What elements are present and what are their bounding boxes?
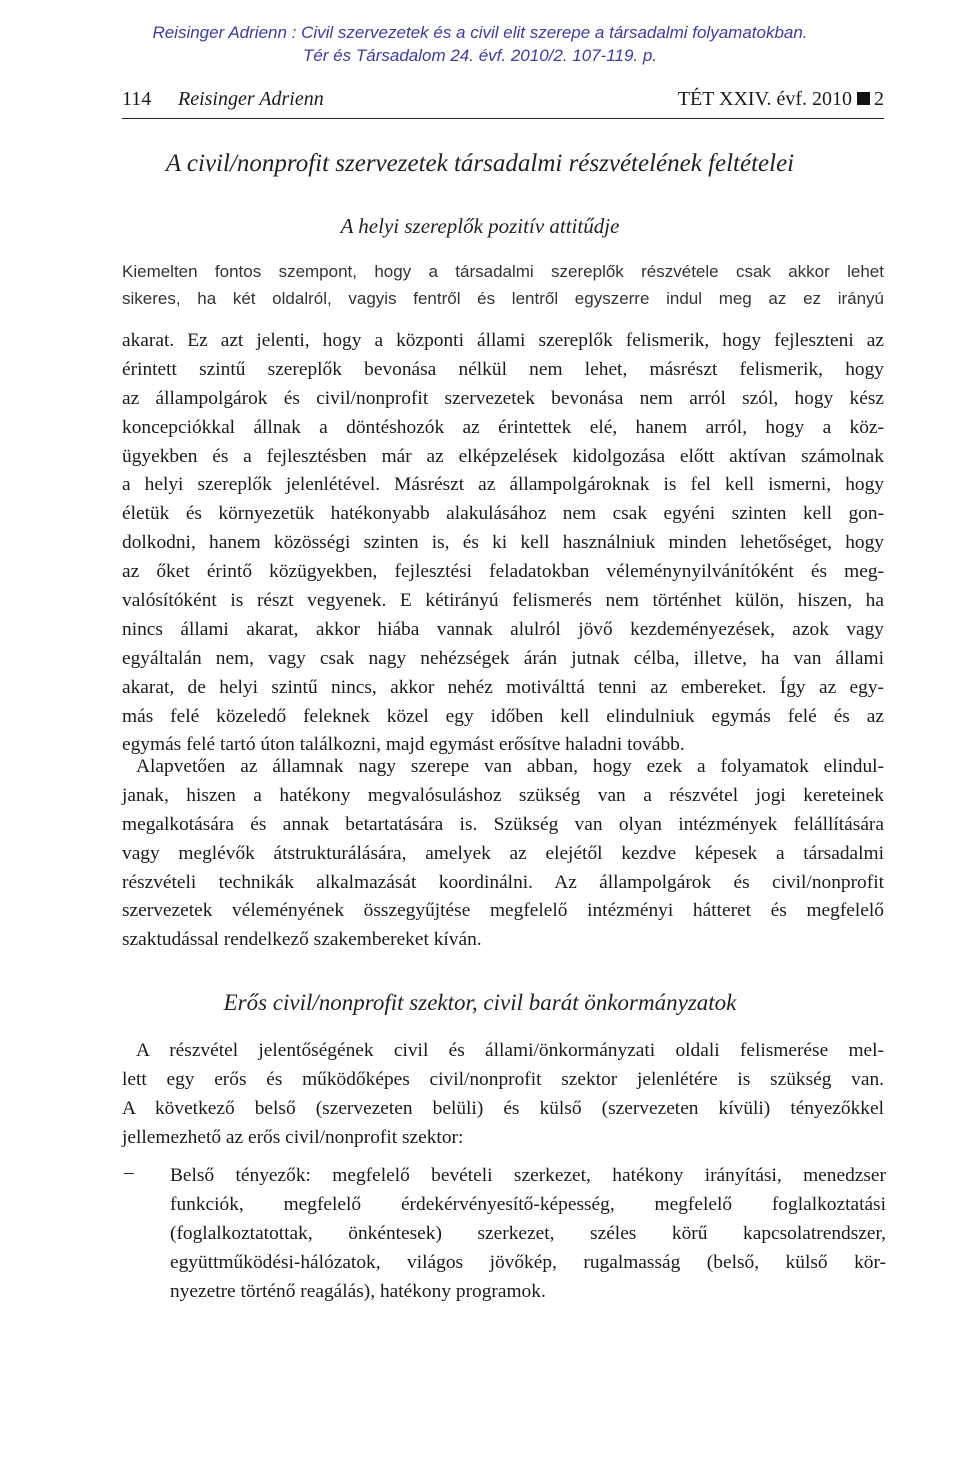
- running-head: [122, 88, 884, 119]
- text-line: akarat. Ez azt jelenti, hogy a központi állami szereplők felismerik, hogy fejleszteni az: [122, 330, 884, 351]
- text-line: részvételi technikák alkalmazását koordinálni. Az állampolgárok és civil/nonprofit: [122, 871, 884, 893]
- bullet-list-item: [124, 1162, 886, 1306]
- text-line: nyezetre történő reagálás), hatékony programok.: [170, 1280, 546, 1302]
- text-line: a helyi szereplők jelenlétével. Másrészt az állampolgároknak is fel kell ismerni, hogy: [122, 474, 884, 496]
- text-line: A következő belső (szervezeten belüli) és külső (szervezeten kívüli) tényezőkkel: [122, 1097, 884, 1119]
- journal-name: TÉT XXIV. évf. 2010: [677, 88, 852, 110]
- text-line: Kiemelten fontos szempont, hogy a társadalmi szereplők részvétele csak akkor lehet: [122, 262, 884, 281]
- text-line: valósítóként is részt vegyenek. E kétirányú felismerés nem történhet külön, hiszen, ha: [122, 590, 884, 612]
- text-line: szaktudással rendelkező szakembereket kíván.: [122, 929, 482, 951]
- text-line: az őket érintő közügyekben, fejlesztési feladatokban véleménynyilvánítóként és meg-: [122, 561, 884, 583]
- text-line: egyáltalán nem, vagy csak nagy nehézségek árán jutnak célba, illetve, ha van állami: [122, 647, 884, 669]
- black-square-icon: [857, 92, 870, 105]
- text-line: Belső tényezők: megfelelő bevételi szerkezet, hatékony irányítási, menedzser: [170, 1165, 886, 1186]
- text-line: akarat, de helyi szintű nincs, akkor nehéz motiválttá tenni az embereket. Így az egy-: [122, 676, 884, 698]
- citation-line-1: Reisinger Adrienn : Civil szervezetek és a civil elit szerepe a társadalmi folyamatokban.: [152, 23, 808, 42]
- paragraph-intro: [122, 258, 884, 312]
- text-line: nincs állami akarat, akkor hiába vannak alulról jövő kezdeményezések, azok vagy: [122, 618, 884, 640]
- text-line: együttműködési-hálózatok, világos jövőkép, rugalmasság (belső, külső kör-: [170, 1251, 886, 1273]
- text-line: érintett szintű szereplők bevonása nélkül nem lehet, másrészt felismerik, hogy: [122, 358, 884, 380]
- paragraph-3: [122, 1037, 884, 1153]
- journal-issue: 2: [874, 88, 884, 110]
- text-line: egymás felé tartó úton találkozni, majd egymást erősítve haladni tovább.: [122, 734, 685, 756]
- text-line: vagy meglévők átstrukturálására, amelyek az elejétől kezdve képesek a társadalmi: [122, 842, 884, 864]
- text-line: koncepciókkal állnak a döntéshozók az érintettek elé, hanem arról, hogy a köz-: [122, 416, 884, 438]
- text-line: az állampolgárok és civil/nonprofit szervezetek bevonása nem arról szól, hogy kész: [122, 387, 884, 409]
- running-head-journal: [678, 88, 884, 111]
- text-line: A részvétel jelentőségének civil és állami/önkormányzati oldali felismerése mel-: [136, 1040, 884, 1061]
- text-line: életük és környezetük hatékonyabb alakulásához nem csak egyéni szinten kell gon-: [122, 503, 884, 525]
- text-line: ügyekben és a fejlesztésben már az elképzelések kidolgozása előtt aktívan számolnak: [122, 445, 884, 467]
- section-title: A civil/nonprofit szervezetek társadalmi részvételének feltételei: [165, 150, 795, 177]
- text-line: más felé közeledő feleknek közel egy időben kell elindulniuk egymás felé és az: [122, 705, 884, 727]
- citation-line-2: Tér és Társadalom 24. évf. 2010/2. 107-119. p.: [302, 46, 658, 65]
- text-line: megalkotására és annak betartatására is. Szükség van olyan intézmények felállítására: [122, 813, 884, 835]
- running-head-author: Reisinger Adrienn: [178, 88, 324, 110]
- text-line: dolkodni, hanem közösségi szinten is, és ki kell használniuk minden lehetőséget, hogy: [122, 532, 884, 554]
- text-line: sikeres, ha két oldalról, vagyis fentről és lentről egyszerre indul meg az ez irányú: [122, 289, 884, 308]
- text-line: funkciók, megfelelő érdekérvényesítő-képesség, megfelelő foglalkoztatási: [170, 1193, 886, 1215]
- page-number: 114: [122, 88, 152, 110]
- text-line: janak, hiszen a hatékony megvalósuláshoz szükség van a részvétel jogi kereteinek: [122, 784, 884, 806]
- text-line: lett egy erős és működőképes civil/nonprofit szektor jelenlétére is szükség van.: [122, 1068, 884, 1090]
- text-line: (foglalkoztatottak, önkéntesek) szerkezet, széles körű kapcsolatrendszer,: [170, 1222, 886, 1244]
- text-line: Alapvetően az államnak nagy szerepe van abban, hogy ezek a folyamatok elindul-: [136, 756, 884, 777]
- subsection-title-1: A helyi szereplők pozitív attitűdje: [340, 214, 620, 238]
- paragraph-1: [122, 327, 884, 760]
- subsection-title-2: Erős civil/nonprofit szektor, civil barát önkormányzatok: [223, 990, 737, 1015]
- text-line: jellemezhető az erős civil/nonprofit szektor:: [122, 1126, 464, 1148]
- text-line: szervezetek véleményének összegyűjtése megfelelő intézményi hátteret és megfelelő: [122, 900, 884, 922]
- paragraph-2: [122, 753, 884, 955]
- dash-bullet: –: [124, 1162, 134, 1183]
